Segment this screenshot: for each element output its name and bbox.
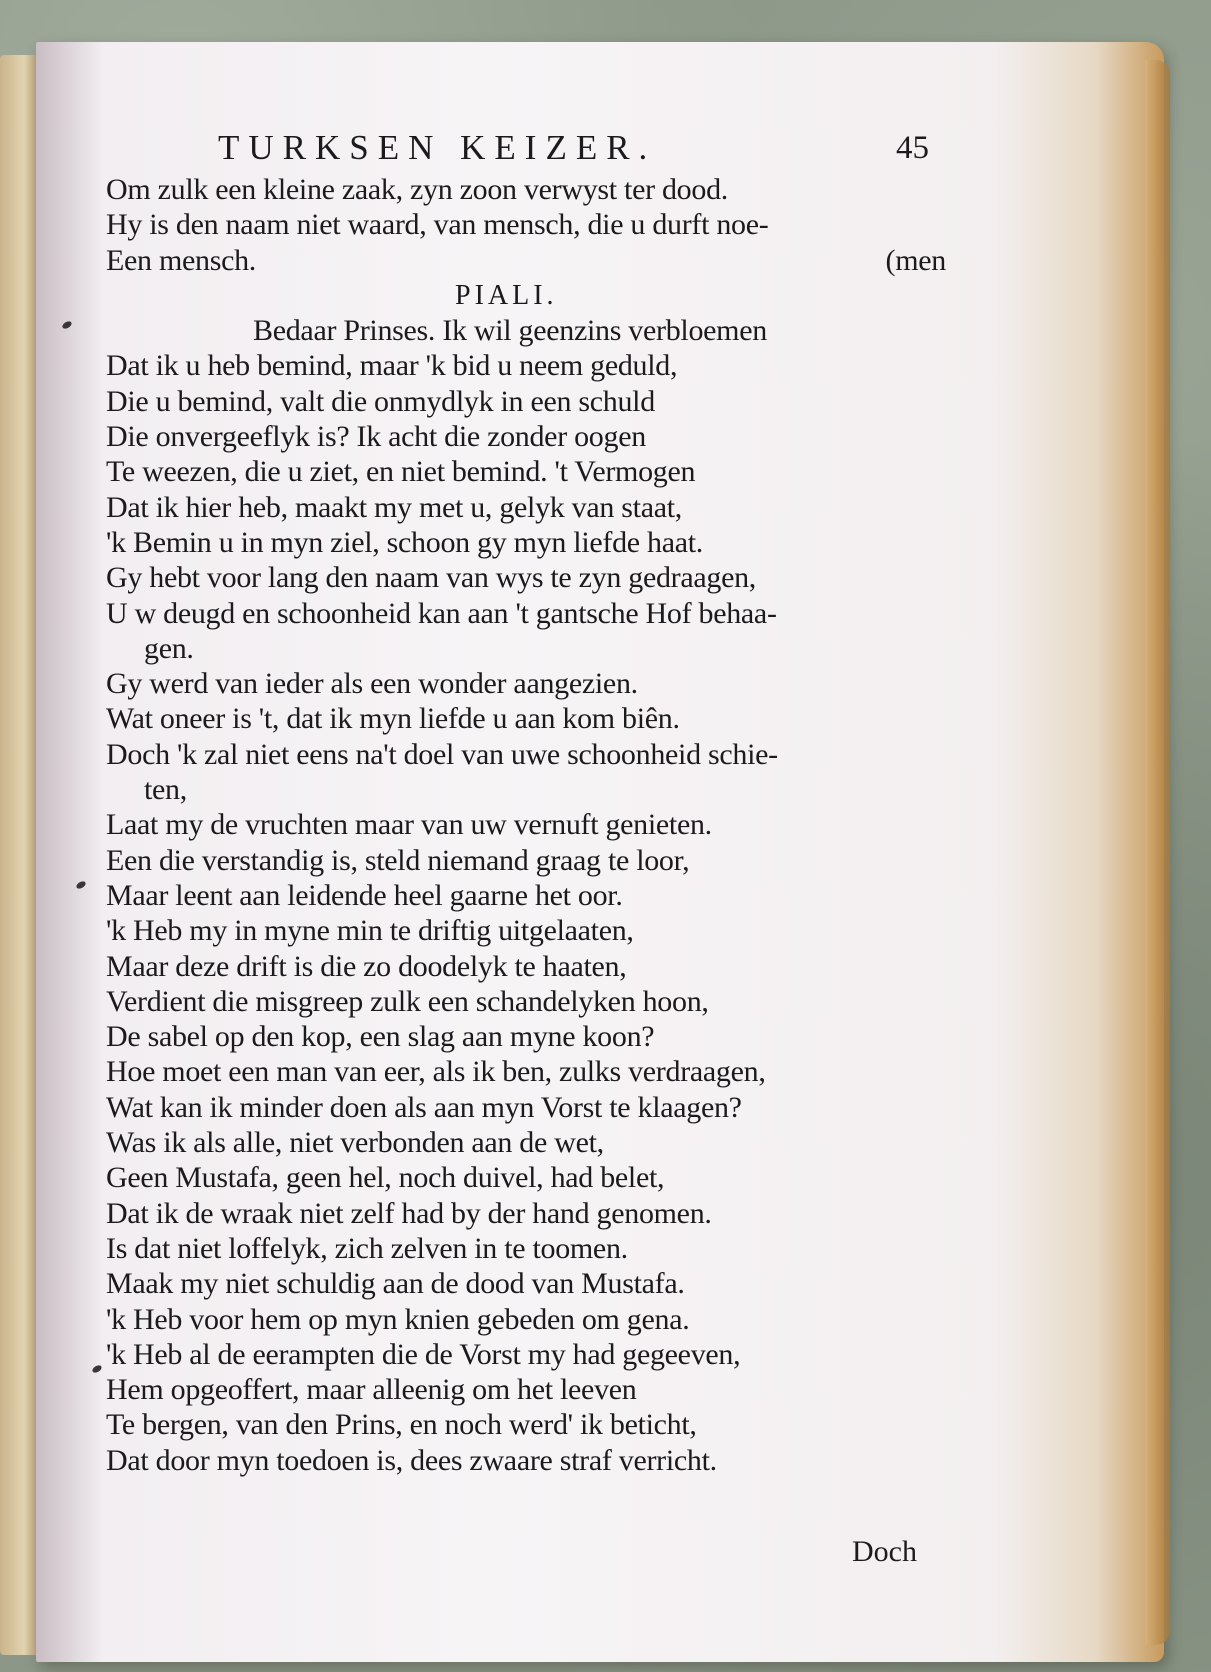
verse-block-speech (106, 807, 946, 1478)
verse-line: Laat my de vruchten maar van uw vernuft genieten. (106, 808, 712, 842)
running-head: TURKSEN KEIZER. (218, 128, 657, 167)
verse-line: Te bergen, van den Prins, en noch werd' ik beticht, (106, 1408, 697, 1442)
split-verse-line (106, 243, 946, 278)
verse-line: Een die verstandig is, steld niemand graag te loor, (106, 843, 690, 877)
page-header (106, 128, 946, 172)
verse-line: Wat oneer is 't, dat ik myn liefde u aan kom biên. (106, 702, 680, 736)
split-line-left: Een mensch. (106, 243, 256, 277)
verse-line: Maar leent aan leidende heel gaarne het oor. (106, 878, 623, 912)
verse-line: Maak my niet schuldig aan de dood van Mustafa. (106, 1267, 685, 1301)
verse-line: De sabel op den kop, een slag aan myne koon? (106, 1020, 655, 1054)
verse-line: Doch 'k zal niet eens na't doel van uwe schoonheid schie- (106, 737, 778, 771)
verse-line: Te weezen, die u ziet, en niet bemind. 't Vermogen (106, 455, 696, 489)
turnover-line: ten, (144, 773, 187, 807)
verse-line: 'k Heb al de eerampten die de Vorst my had gegeeven, (106, 1337, 741, 1371)
catchword: Doch (852, 1535, 917, 1568)
verse-line: Is dat niet loffelyk, zich zelven in te toomen. (106, 1231, 628, 1265)
verse-line: Die u bemind, valt die onmydlyk in een schuld (106, 384, 655, 418)
split-line-carryover: (men (885, 243, 946, 277)
verse-line: Die onvergeeflyk is? Ik acht die zonder oogen (106, 420, 646, 454)
verse-line: Gy werd van ieder als een wonder aangezien. (106, 667, 638, 701)
verse-block-speech (106, 348, 946, 630)
turnover-line: gen. (144, 631, 194, 665)
page-edge-stain (1145, 60, 1170, 1645)
verse-block-opening (106, 172, 946, 243)
verse-line: Dat ik u heb bemind, maar 'k bid u neem geduld, (106, 349, 678, 383)
verse-line: Dat ik hier heb, maakt my met u, gelyk van staat, (106, 490, 682, 524)
verse-line: Geen Mustafa, geen hel, noch duivel, had belet, (106, 1161, 665, 1195)
verse-line: Om zulk een kleine zaak, zyn zoon verwyst ter dood. (106, 173, 728, 206)
verse-line: Verdient die misgreep zulk een schandelyken hoon, (106, 984, 709, 1018)
verse-line: Hem opgeoffert, maar alleenig om het leeven (106, 1373, 637, 1407)
verse-line: Hy is den naam niet waard, van mensch, die u durft noe- (106, 208, 769, 242)
verse-line: Dat ik de wraak niet zelf had by der hand genomen. (106, 1196, 712, 1230)
facing-page-edge (0, 55, 40, 1655)
page-text-block (106, 128, 946, 1478)
speaker-name: PIALI. (455, 279, 558, 311)
verse-line: Bedaar Prinses. Ik wil geenzins verbloemen (253, 314, 767, 348)
verse-line: Dat door myn toedoen is, dees zwaare straf verricht. (106, 1443, 717, 1477)
verse-line: 'k Bemin u in myn ziel, schoon gy myn liefde haat. (106, 525, 703, 559)
verse-line: 'k Heb my in myne min te driftig uitgelaaten, (106, 914, 634, 948)
verse-line: Wat kan ik minder doen als aan myn Vorst te klaagen? (106, 1090, 742, 1124)
verse-line: 'k Heb voor hem op myn knien gebeden om gena. (106, 1302, 690, 1336)
verse-line: U w deugd en schoonheid kan aan 't gantsche Hof behaa- (106, 596, 777, 630)
verse-line: Maar deze drift is die zo doodelyk te haaten, (106, 949, 627, 983)
page-number: 45 (896, 130, 929, 166)
verse-block-speech (106, 666, 946, 772)
verse-line: Hoe moet een man van eer, als ik ben, zulks verdraagen, (106, 1055, 766, 1089)
verse-line: Gy hebt voor lang den naam van wys te zyn gedraagen, (106, 561, 757, 595)
verse-line: Was ik als alle, niet verbonden aan de wet, (106, 1126, 604, 1160)
